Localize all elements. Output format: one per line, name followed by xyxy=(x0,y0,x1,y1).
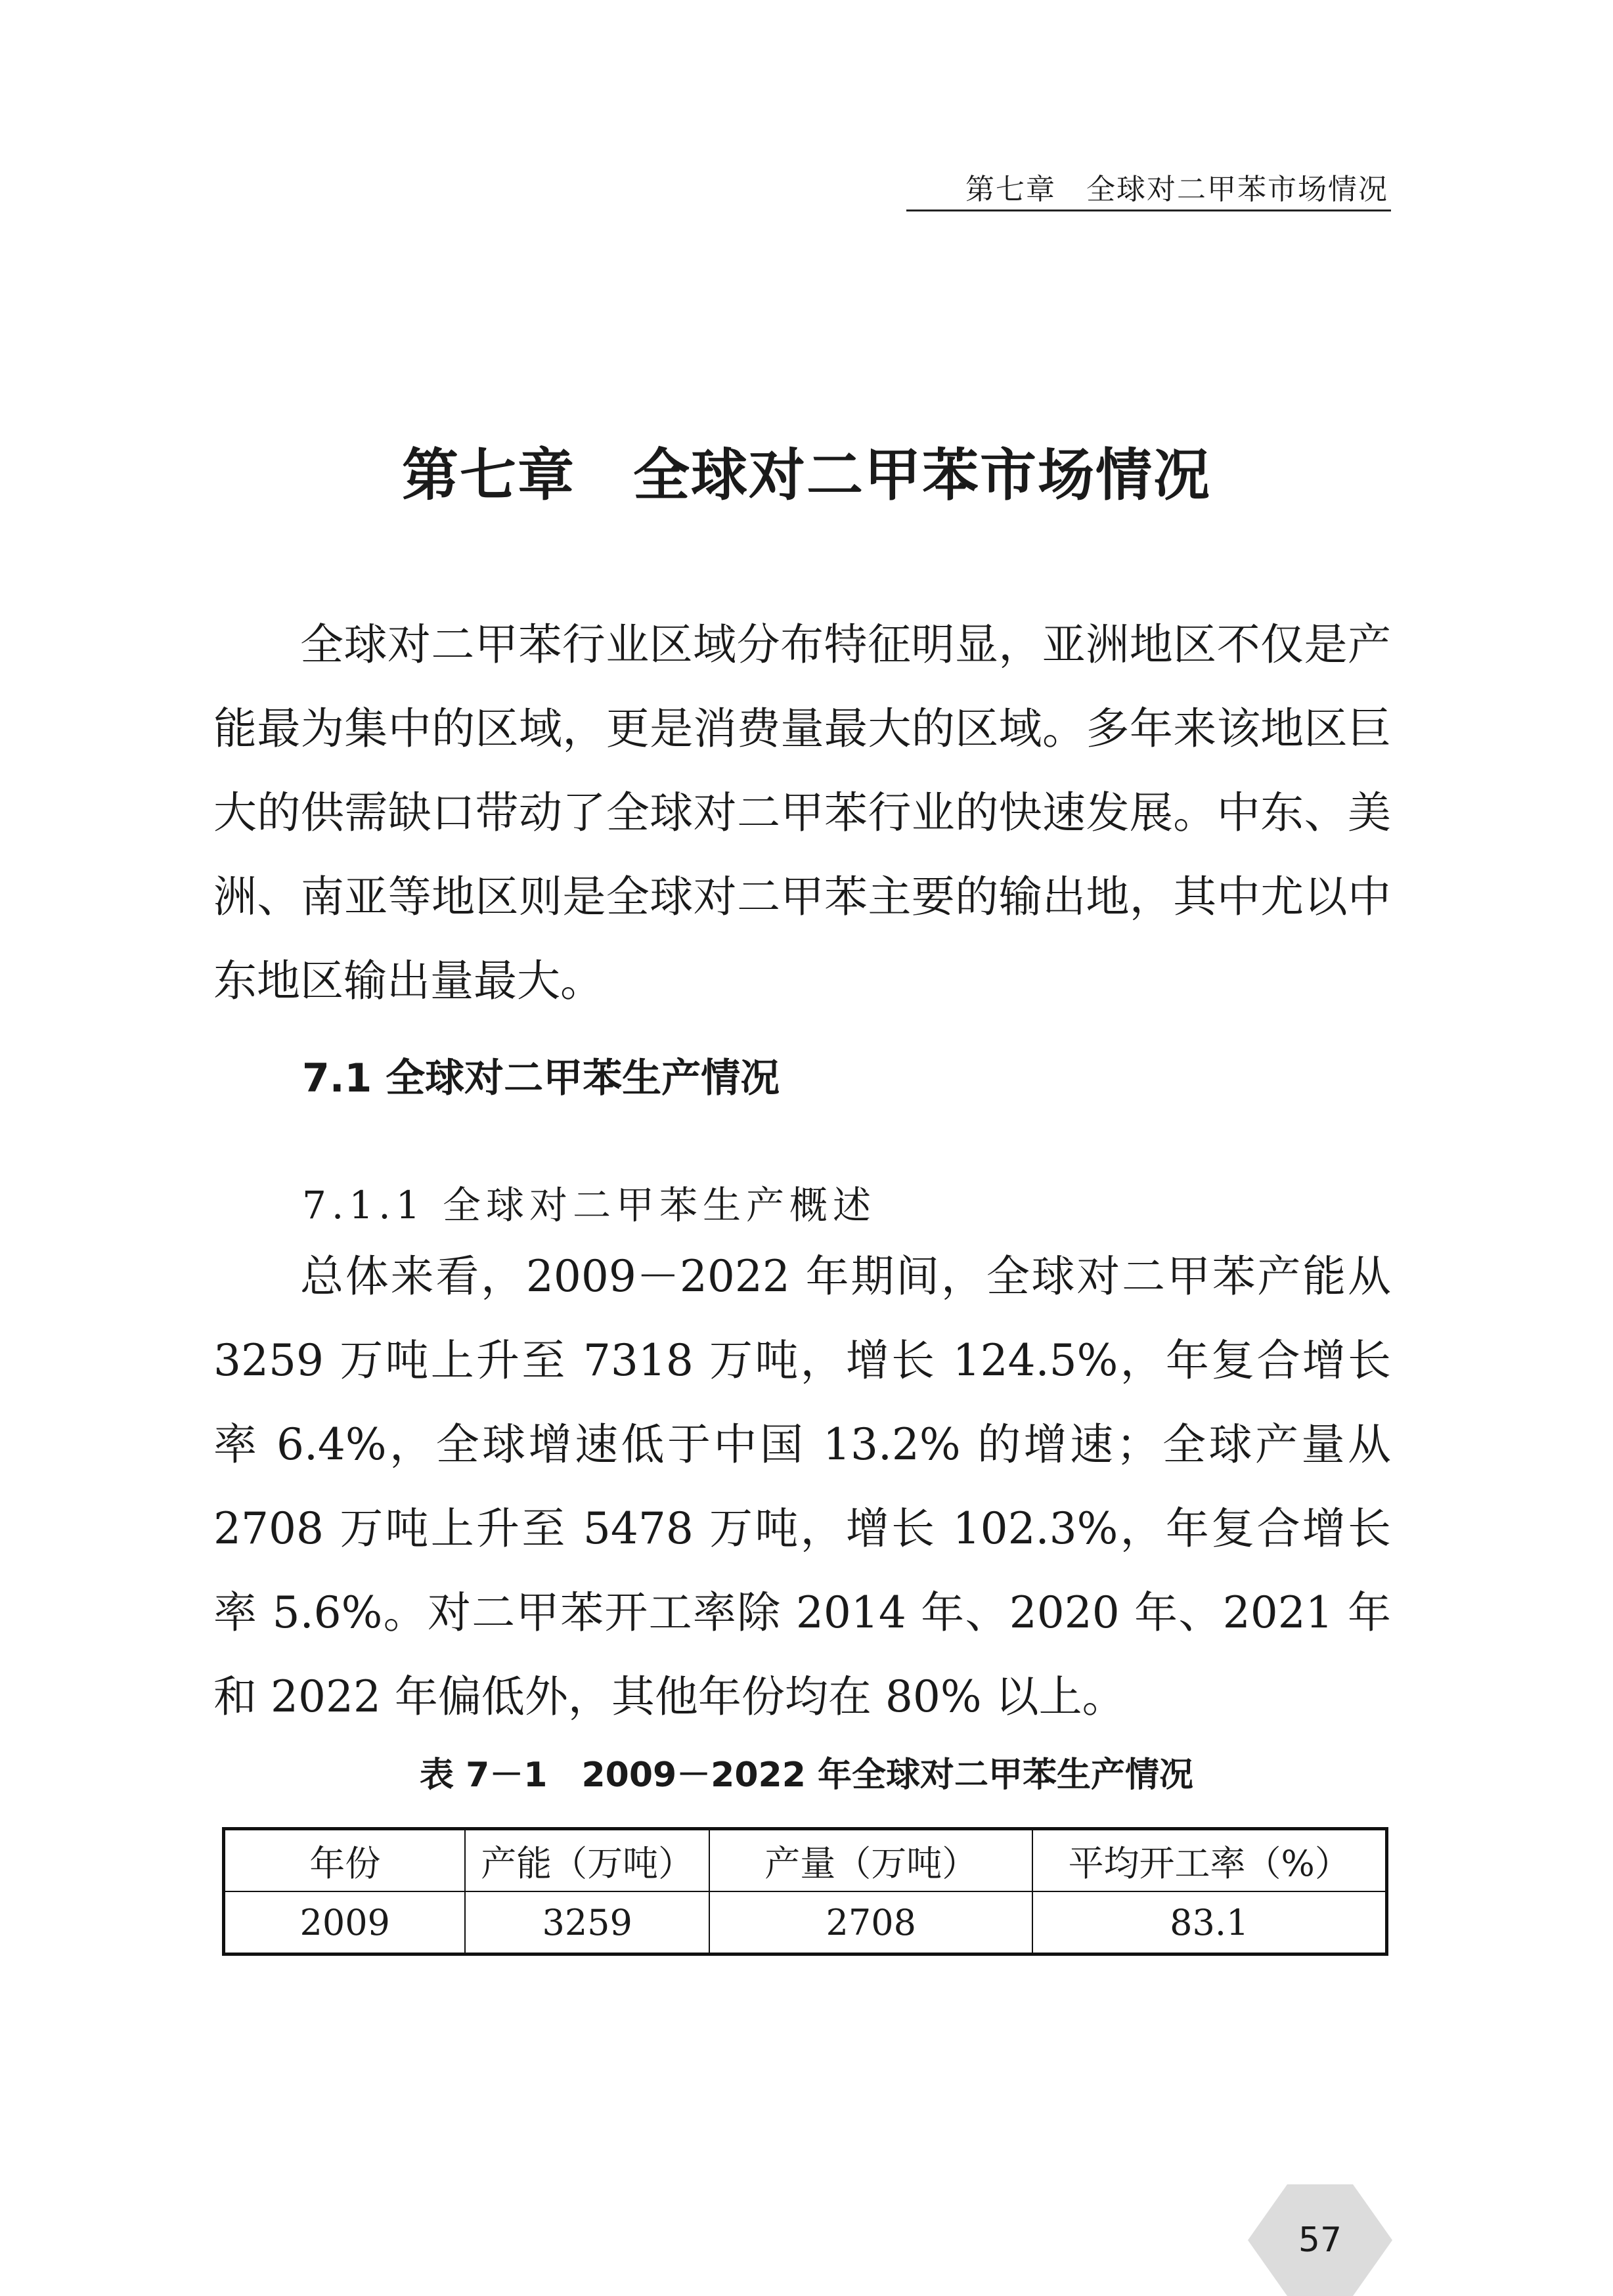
cell-utilization: 83.1 xyxy=(1032,1891,1386,1954)
intro-paragraph: 全球对二甲苯行业区域分布特征明显，亚洲地区不仅是产能最为集中的区域，更是消费量最大的区域。多年来该地区巨大的供需缺口带动了全球对二甲苯行业的快速发展。中东、美洲、南亚等地区则是全球对二甲苯主要的输出地，其中尤以中东地区输出量最大。 xyxy=(213,619,1391,1006)
chapter-title: 第七章 全球对二甲苯市场情况 xyxy=(402,442,1211,508)
col-header-utilization: 平均开工率（%） xyxy=(1032,1829,1386,1892)
col-header-capacity: 产能（万吨） xyxy=(465,1829,709,1892)
table-header-row xyxy=(224,1829,1387,1892)
running-header-text: 第七章 全球对二甲苯市场情况 xyxy=(965,173,1388,206)
col-header-output: 产量（万吨） xyxy=(709,1829,1032,1892)
cell-year: 2009 xyxy=(224,1891,466,1954)
section-heading: 7.1 全球对二甲苯生产情况 xyxy=(302,1055,780,1101)
col-header-year: 年份 xyxy=(224,1829,466,1892)
cell-output: 2708 xyxy=(709,1891,1032,1954)
summary-paragraph: 总体来看，2009－2022 年期间，全球对二甲苯产能从 3259 万吨上升至 7318 万吨，增长 124.5%，年复合增长率 6.4%，全球增速低于中国 13.2% 的增速；全球产量从 2708 万吨上升至 5478 万吨，增长 102.3%，年复合增长率 5.6%。对二甲苯开工率除 2014 年、2020 年、2021 年和 2022 年偏低外，其他年份均在 80% 以上。 xyxy=(213,1251,1391,1722)
table-caption: 表 7－1 2009－2022 年全球对二甲苯生产情况 xyxy=(419,1755,1194,1795)
cell-capacity: 3259 xyxy=(465,1891,709,1954)
running-header xyxy=(906,163,1391,211)
page-number: 57 xyxy=(1298,2220,1342,2260)
page-number-badge xyxy=(1248,2184,1392,2296)
subsection-heading: 7.1.1 全球对二甲苯生产概述 xyxy=(302,1183,877,1227)
table-row xyxy=(224,1891,1387,1954)
production-table xyxy=(222,1827,1388,1956)
